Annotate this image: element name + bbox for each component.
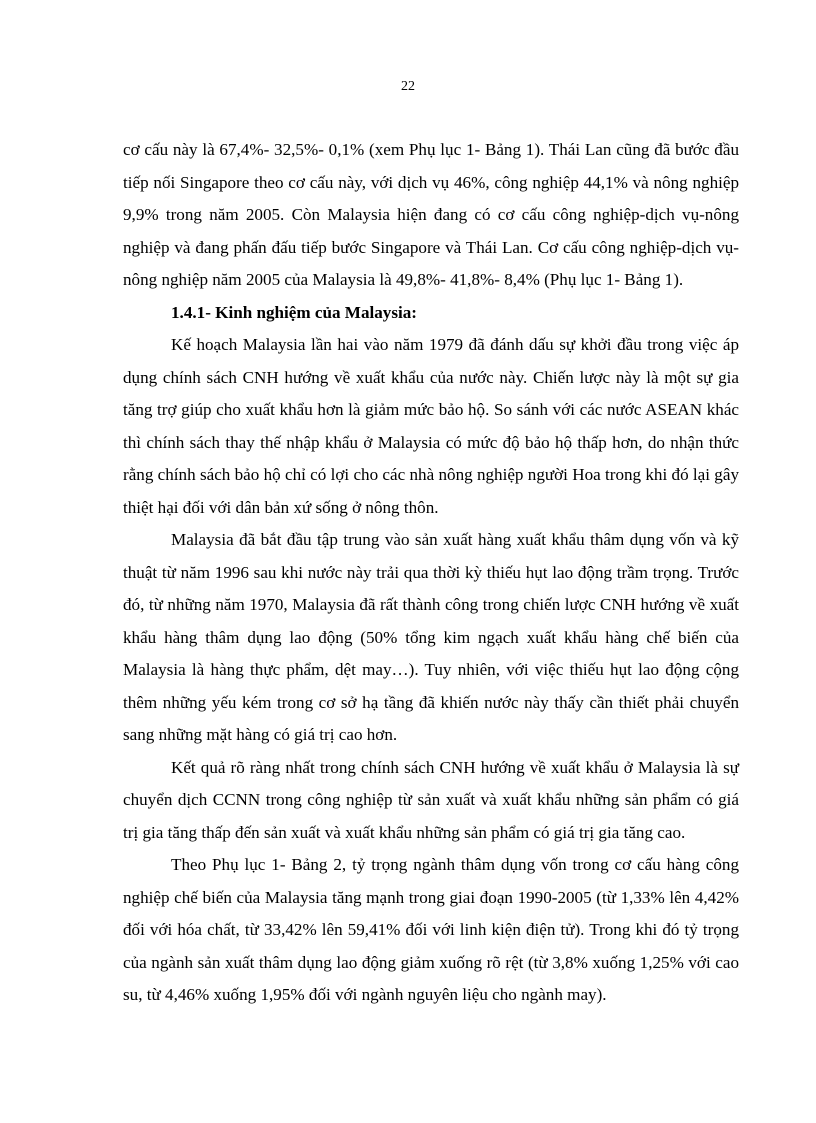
paragraph: Kết quả rõ ràng nhất trong chính sách CNH hướng về xuất khẩu ở Malaysia là sự chuyển dịch CCNN trong công nghiệp từ sản xuất và xuất khẩu những sản phẩm có giá trị gia tăng thấp đến sản xuất và xuất khẩu những sản phẩm có giá trị gia tăng cao. xyxy=(123,757,739,842)
paragraph: Theo Phụ lục 1- Bảng 2, tỷ trọng ngành thâm dụng vốn trong cơ cấu hàng công nghiệp chế biến của Malaysia tăng mạnh trong giai đoạn 1990-2005 (từ 1,33% lên 4,42% đối với hóa chất, từ 33,42% lên 59,41% đối với linh kiện điện tử). Trong khi đó tỷ trọng của ngành sản xuất thâm dụng lao động giảm xuống rõ rệt (từ 3,8% xuống 1,25% với cao su, từ 4,46% xuống 1,95% đối với ngành nguyên liệu cho ngành may). xyxy=(123,855,739,1004)
paragraph-continuation: cơ cấu này là 67,4%- 32,5%- 0,1% (xem Phụ lục 1- Bảng 1). Thái Lan cũng đã bước đầu tiếp nối Singapore theo cơ cấu này, với dịch vụ 46%, công nghiệp 44,1% và nông nghiệp 9,9% trong năm 2005. Còn Malaysia hiện đang có cơ cấu công nghiệp-dịch vụ-nông nghiệp và đang phấn đấu tiếp bước Singapore và Thái Lan. Cơ cấu công nghiệp-dịch vụ-nông nghiệp năm 2005 của Malaysia là 49,8%- 41,8%- 8,4% (Phụ lục 1- Bảng 1). xyxy=(123,140,739,289)
page-number: 22 xyxy=(401,79,415,94)
document-body xyxy=(123,134,739,1012)
section-heading: 1.4.1- Kinh nghiệm của Malaysia: xyxy=(171,302,417,322)
paragraph: Malaysia đã bắt đầu tập trung vào sản xuất hàng xuất khẩu thâm dụng vốn và kỹ thuật từ năm 1996 sau khi nước này trải qua thời kỳ thiếu hụt lao động trầm trọng. Trước đó, từ những năm 1970, Malaysia đã rất thành công trong chiến lược CNH hướng về xuất khẩu hàng thâm dụng lao động (50% tổng kim ngạch xuất khẩu hàng chế biến của Malaysia là hàng thực phẩm, dệt may…). Tuy nhiên, với việc thiếu hụt lao động cộng thêm những yếu kém trong cơ sở hạ tầng đã khiến nước này thấy cần thiết phải chuyển sang những mặt hàng có giá trị cao hơn. xyxy=(123,530,739,744)
paragraph: Kế hoạch Malaysia lần hai vào năm 1979 đã đánh dấu sự khởi đầu trong việc áp dụng chính sách CNH hướng về xuất khẩu của nước này. Chiến lược này là một sự gia tăng trợ giúp cho xuất khẩu hơn là giảm mức bảo hộ. So sánh với các nước ASEAN khác thì chính sách thay thế nhập khẩu ở Malaysia có mức độ bảo hộ thấp hơn, do nhận thức rằng chính sách bảo hộ chỉ có lợi cho các nhà nông nghiệp người Hoa trong khi đó lại gây thiệt hại đối với dân bản xứ sống ở nông thôn. xyxy=(123,335,739,517)
